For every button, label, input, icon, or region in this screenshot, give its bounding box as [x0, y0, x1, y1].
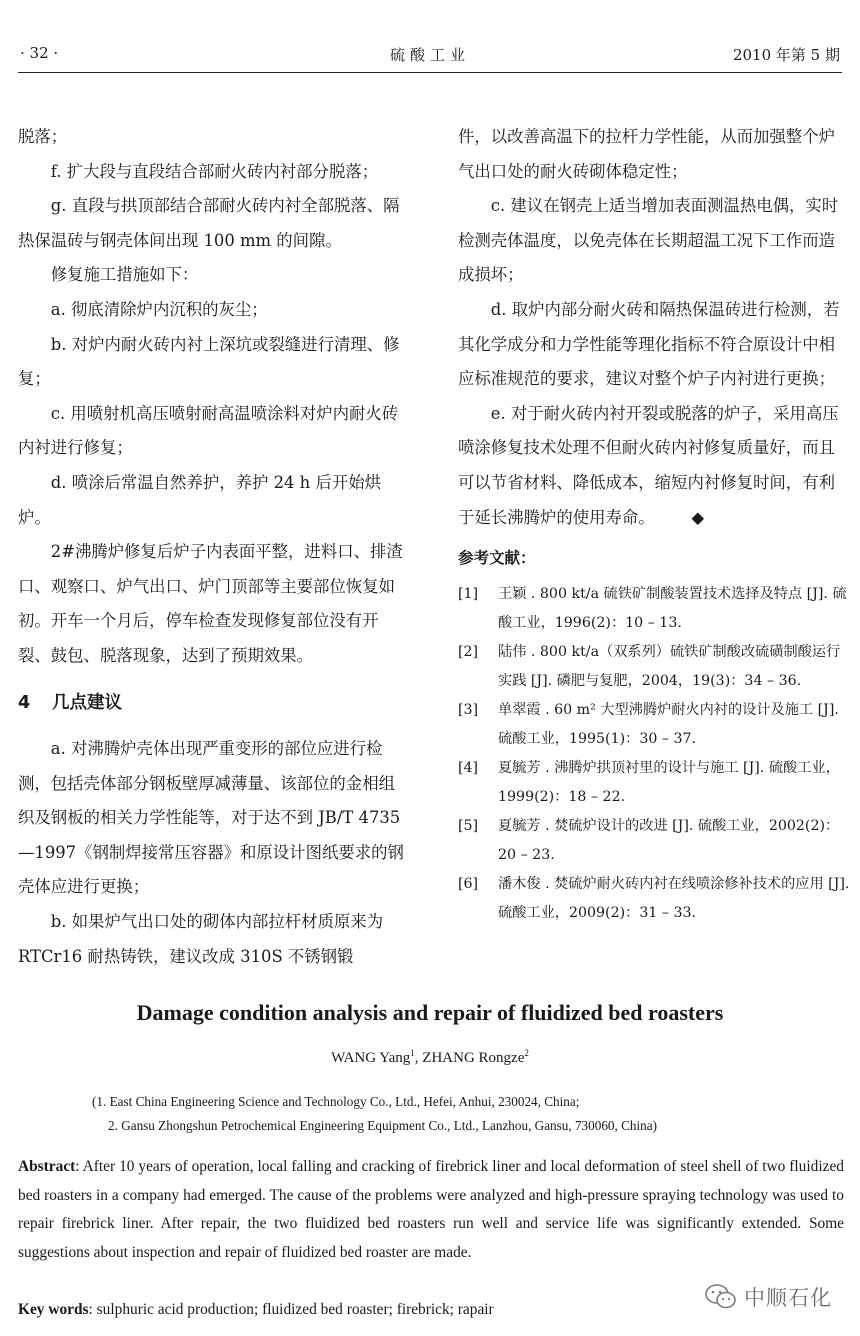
section-title: 几点建议 [52, 692, 122, 713]
english-abstract [18, 1153, 844, 1267]
reference-number: [1] [458, 585, 479, 602]
section-number: 4 [18, 692, 31, 713]
author-name: WANG Yang [331, 1050, 411, 1066]
paragraph: a. 对沸腾炉壳体出现严重变形的部位应进行检测，包括壳体部分钢板壁厚减薄量、该部位的金相组织及钢板的相关力学性能等，对于达不到 JB/T 4735—1997《钢制焊接常压容器》和原设计图纸要求的钢壳体应进行更换； [18, 739, 404, 897]
paragraph: 2#沸腾炉修复后炉子内表面平整，进料口、排渣口、观察口、炉气出口、炉门顶部等主要部位恢复如初。开车一个月后，停车检查发现修复部位没有开裂、鼓包、脱落现象，达到了预期效果。 [18, 542, 403, 665]
reference-text: 潘木俊 . 焚硫炉耐火砖内衬在线喷涂修补技术的应用 [J]. 硫酸工业，2009(2)：31 – 33. [498, 875, 850, 921]
paragraph: a. 彻底清除炉内沉积的灰尘； [50, 299, 268, 319]
issue-label: 2010 年第 5 期 [732, 46, 840, 64]
affiliation: 2. Gansu Zhongshun Petrochemical Engineering Equipment Co., Ltd., Lanzhou, Gansu, 730060, China) [108, 1118, 658, 1133]
paragraph: g. 直段与拱顶部结合部耐火砖内衬全部脱落、隔热保温砖与钢壳体间出现 100 mm 的间隙。 [18, 196, 400, 250]
page-number: · 32 · [20, 44, 59, 62]
paragraph: d. 喷涂后常温自然养护，养护 24 h 后开始烘炉。 [18, 472, 382, 527]
author-name: ZHANG Rongze [422, 1050, 525, 1066]
reference-item [458, 812, 850, 870]
paragraph: c. 建议在钢壳上适当增加表面测温热电偶，实时检测壳体温度，以免壳体在长期超温工况下工作而造成损坏； [458, 196, 839, 285]
reference-item [458, 638, 850, 696]
reference-number: [2] [458, 643, 479, 660]
reference-text: 夏毓芳 . 焚硫炉设计的改进 [J]. 硫酸工业，2002(2)：20 – 23. [498, 817, 840, 863]
author-affil-mark: 2 [524, 1048, 529, 1058]
reference-number: [6] [458, 875, 479, 892]
reference-item [458, 754, 850, 812]
authors: WANG Yang$^1$, ZHANG Rongze$^2$ [331, 1048, 529, 1066]
keywords-text: : sulphuric acid production; fluidized bed roaster; firebrick; rapair [88, 1301, 494, 1318]
affiliations [92, 1090, 820, 1138]
reference-text: 单翠霞 . 60 m² 大型沸腾炉耐火内衬的设计及施工 [J]. 硫酸工业，1995(1)：30 – 37. [498, 701, 839, 747]
reference-text: 陆伟 . 800 kt/a（双系列）硫铁矿制酸改硫磺制酸运行实践 [J]. 磷肥与复肥，2004，19(3)：34 – 36. [498, 643, 841, 689]
paragraph: b. 如果炉气出口处的砌体内部拉杆材质原来为 RTCr16 耐热铸铁，建议改成 310S 不锈钢锻 [18, 912, 384, 966]
paragraph: b. 对炉内耐火砖内衬上深坑或裂缝进行清理、修复； [18, 334, 400, 389]
reference-number: [5] [458, 817, 479, 834]
author-affil-mark: 1 [410, 1048, 415, 1058]
paragraph: 件，以改善高温下的拉杆力学性能，从而加强整个炉气出口处的耐火砖砌体稳定性； [458, 127, 835, 181]
reference-text: 夏毓芳 . 沸腾炉拱顶衬里的设计与施工 [J]. 硫酸工业，1999(2)：18 – 22. [498, 759, 840, 805]
reference-number: [3] [458, 701, 479, 718]
journal-name: 硫酸工业 [389, 46, 470, 64]
reference-number: [4] [458, 759, 479, 776]
paragraph-text: e. 对于耐火砖内衬开裂或脱落的炉子，采用高压喷涂修复技术处理不但耐火砖内衬修复质量好，而且可以节省材料、降低成本，缩短内衬修复时间，有利于延长沸腾炉的使用寿命。 [458, 403, 839, 527]
paragraph: 脱落； [18, 127, 68, 146]
paragraph: 修复施工措施如下： [50, 265, 199, 285]
page-header [18, 38, 842, 73]
right-column [458, 120, 850, 928]
reference-item [458, 696, 850, 754]
wechat-icon [704, 1283, 738, 1311]
reference-item [458, 870, 850, 928]
reference-item [458, 580, 850, 638]
section-heading [18, 686, 410, 721]
abstract-text: : After 10 years of operation, local falling and cracking of firebrick liner and local deformation of steel shell of two fluidized bed roasters in a company had emerged. The cause of the problems were analyzed and high-pressure spraying technology was used to repair firebrick liner. After repair, the two fluidized bed roasters run well and service life was significantly extended. Some suggestions about inspection and repair of fluidized bed roaster are made. [18, 1158, 844, 1261]
keywords-label: Key words [18, 1301, 89, 1318]
watermark [704, 1282, 832, 1312]
abstract-label: Abstract [18, 1158, 76, 1175]
references-title: 参考文献： [458, 549, 536, 568]
watermark-text: 中顺石化 [744, 1286, 832, 1310]
paragraph: f. 扩大段与直段结合部耐火砖内衬部分脱落； [50, 161, 379, 181]
english-title: Damage condition analysis and repair of fluidized bed roasters [136, 1000, 724, 1025]
paragraph [458, 397, 850, 535]
left-column [18, 120, 410, 974]
paragraph: c. 用喷射机高压喷射耐高温喷涂料对炉内耐火砖内衬进行修复； [18, 403, 399, 458]
reference-list [458, 580, 850, 928]
affiliation: (1. East China Engineering Science and Technology Co., Ltd., Hefei, Anhui, 230024, China; [92, 1094, 580, 1109]
end-mark-icon: ◆ [691, 507, 705, 527]
reference-text: 王颖 . 800 kt/a 硫铁矿制酸装置技术选择及特点 [J]. 硫酸工业，1996(2)：10 – 13. [498, 585, 847, 631]
paragraph: d. 取炉内部分耐火砖和隔热保温砖进行检测，若其化学成分和力学性能等理化指标不符合原设计中相应标准规范的要求，建议对整个炉子内衬进行更换； [458, 299, 840, 389]
